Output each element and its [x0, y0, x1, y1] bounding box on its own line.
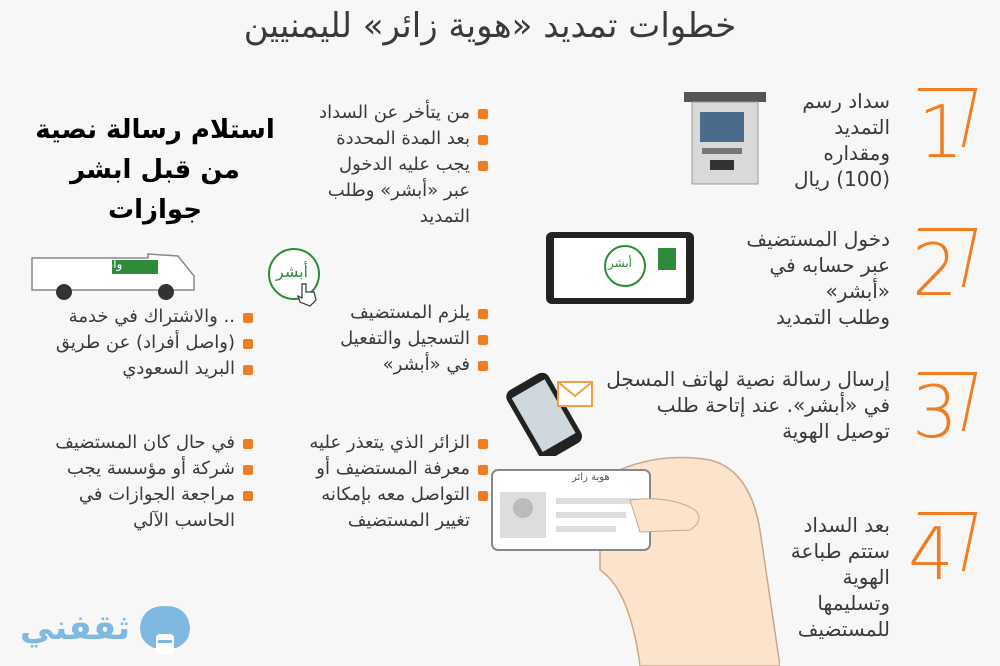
- note-line: معرفة المستضيف أو: [280, 456, 490, 482]
- note-line: الحاسب الآلي: [133, 510, 235, 531]
- note-line: شركة أو مؤسسة يجب: [10, 456, 255, 482]
- hand-card-illustration: [480, 440, 780, 666]
- brand-logo: ثقفني: [20, 608, 130, 648]
- step-4-line: الهوية: [842, 565, 890, 589]
- note-line: البريد السعودي: [10, 356, 255, 382]
- note-line: التمديد: [419, 206, 470, 227]
- step-1-line: سداد رسم: [802, 89, 890, 113]
- step-4-line: بعد السداد: [803, 513, 890, 537]
- wasel-van-icon: [28, 246, 198, 302]
- step-2-number: 2: [912, 228, 958, 312]
- overlay-line-2: من قبل ابشر جوازات: [70, 155, 240, 225]
- step-4-line: وتسليمها: [817, 591, 890, 615]
- note-line: (واصل أفراد) عن طريق: [10, 330, 255, 356]
- note-line: يلزم المستضيف: [280, 300, 490, 326]
- note-wasel: [10, 304, 255, 382]
- step-3-number: 3: [912, 370, 958, 454]
- step-2-line: وطلب التمديد: [775, 305, 890, 329]
- note-line: في حال كان المستضيف: [10, 430, 255, 456]
- absher-label-laptop: أبشر: [608, 256, 632, 270]
- step-4-number: 4: [908, 512, 954, 596]
- note-line: عبر «أبشر» وطلب: [327, 180, 470, 201]
- step-4-line: للمستضيف: [797, 617, 890, 641]
- step-3-line: إرسال رسالة نصية لهاتف المسجل: [606, 367, 890, 391]
- wasel-label: واصل: [94, 257, 123, 271]
- atm-icon: [680, 92, 770, 187]
- step-1-line: (100) ريال: [793, 167, 890, 191]
- note-line: التسجيل والتفعيل: [280, 326, 490, 352]
- note-line: من يتأخر عن السداد: [280, 100, 490, 126]
- note-line: تغيير المستضيف: [347, 510, 470, 531]
- card-label: هوية زائر: [572, 472, 610, 483]
- step-3-line: في «أبشر». عند إتاحة طلب: [656, 393, 890, 417]
- step-1-line: التمديد: [834, 115, 890, 139]
- page-title: خطوات تمديد «هوية زائر» لليمنيين: [243, 6, 737, 46]
- note-line: يجب عليه الدخول: [280, 152, 490, 178]
- note-line: التواصل معه بإمكانه: [280, 482, 490, 508]
- note-line: بعد المدة المحددة: [280, 126, 490, 152]
- step-2-text: [700, 226, 890, 330]
- note-line: الزائر الذي يتعذر عليه: [280, 430, 490, 456]
- note-unknown-host: [280, 430, 490, 534]
- step-1-number: 1: [918, 90, 964, 174]
- sms-overlay-heading: [20, 110, 290, 230]
- step-4-line: ستتم طباعة: [790, 539, 890, 563]
- note-line: في «أبشر»: [280, 352, 490, 378]
- step-1-line: ومقداره: [823, 141, 890, 165]
- step-3-line: توصيل الهوية: [782, 419, 890, 443]
- note-line: مراجعة الجوازات في: [10, 482, 255, 508]
- note-absher-register: [280, 300, 490, 378]
- step-3-text: [596, 366, 890, 444]
- step-2-line: عبر حسابه في «أبشر»: [769, 253, 890, 303]
- step-2-line: دخول المستضيف: [746, 227, 890, 251]
- note-company-host: [10, 430, 255, 534]
- absher-badge-label: أبشر: [276, 262, 308, 281]
- note-late-payment: [280, 100, 490, 230]
- overlay-line-1: استلام رسالة نصية: [35, 115, 275, 145]
- note-line: .. والاشتراك في خدمة: [10, 304, 255, 330]
- lightbulb-icon: [130, 600, 200, 660]
